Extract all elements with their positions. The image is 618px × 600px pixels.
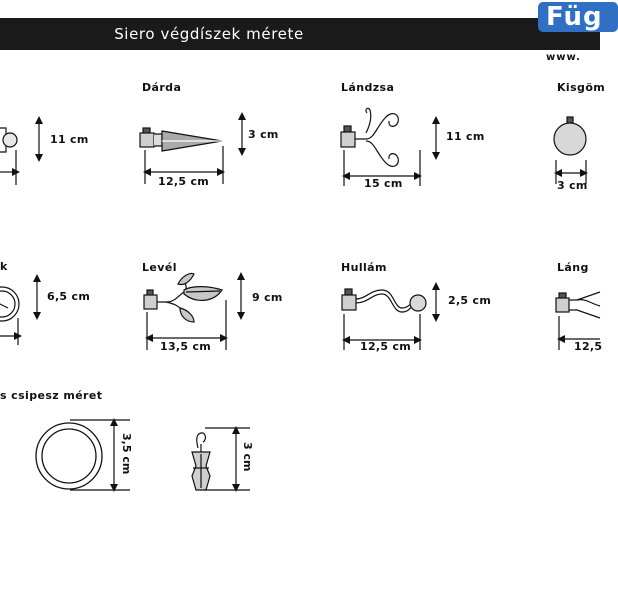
clip-size: 3 cm (241, 442, 254, 472)
finial-ball-cropped (0, 128, 17, 185)
size-height: 11 cm (50, 133, 89, 146)
size-height: 9 cm (252, 291, 283, 304)
item-label: Hullám (341, 261, 387, 274)
website-url[interactable]: www. (546, 52, 581, 63)
curtain-ring (36, 420, 130, 490)
finial-level (144, 273, 226, 350)
page-title: Siero végdíszek mérete (114, 25, 304, 43)
finial-landzsa (341, 108, 420, 186)
size-height: 3 cm (248, 128, 279, 141)
item-label: Levél (142, 261, 177, 274)
size-height: 6,5 cm (47, 290, 91, 303)
brand-logo[interactable]: Füg (538, 2, 618, 32)
item-label: Lándzsa (341, 81, 395, 94)
size-width: 12,5 (574, 340, 603, 353)
size-width: 12,5 cm (360, 340, 412, 353)
size-width: 13,5 cm (160, 340, 212, 353)
item-label: k (0, 260, 8, 273)
finial-ring-cropped (0, 287, 19, 345)
size-height: 2,5 cm (448, 294, 492, 307)
item-label: Láng (557, 261, 589, 274)
size-width: 3 cm (557, 179, 588, 192)
accessories-title: s csipesz méret (0, 389, 103, 402)
finial-kisgomb (554, 117, 586, 184)
size-width: 15 cm (364, 177, 403, 190)
item-label: Dárda (142, 81, 182, 94)
size-width: 12,5 cm (158, 175, 210, 188)
size-height: 11 cm (446, 130, 485, 143)
ring-size: 3,5 cm (120, 433, 133, 475)
item-label: Kisgöm (557, 81, 606, 94)
